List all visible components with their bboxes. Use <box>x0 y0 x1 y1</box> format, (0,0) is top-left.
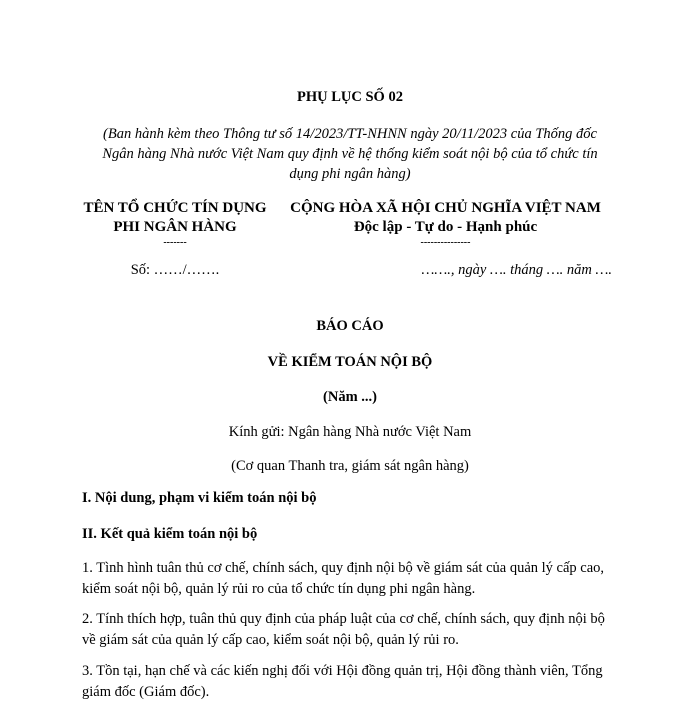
recipient-sub: (Cơ quan Thanh tra, giám sát ngân hàng) <box>231 458 469 474</box>
recipient: Kính gửi: Ngân hàng Nhà nước Việt Nam <box>228 424 472 440</box>
section-heading-1: I. Nội dung, phạm vi kiểm toán nội bộ <box>82 490 317 506</box>
report-title: BÁO CÁO <box>316 318 384 334</box>
appendix-title: PHỤ LỤC SỐ 02 <box>297 89 403 105</box>
nation-line1: CỘNG HÒA XÃ HỘI CHỦ NGHĨA VIỆT NAM <box>290 200 601 216</box>
org-dash: ------- <box>163 237 187 248</box>
report-subject: VỀ KIỂM TOÁN NỘI BỘ <box>267 354 433 370</box>
document-number: Số: ……/……. <box>130 262 220 278</box>
nation-motto: Độc lập - Tự do - Hạnh phúc <box>353 219 538 235</box>
org-name-line2: PHI NGÂN HÀNG <box>113 219 237 235</box>
paragraph-3: 3. Tồn tại, hạn chế và các kiến nghị đối với Hội đồng quản trị, Hội đồng thành viên, Tổng giám đốc (Giám đốc). <box>82 663 603 700</box>
paragraph-1: 1. Tình hình tuân thủ cơ chế, chính sách, quy định nội bộ về giám sát của quản lý cấp cao, kiểm soát nội bộ, quản lý rủi ro của tổ chức tín dụng phi ngân hàng. <box>82 560 605 597</box>
paragraph-2: 2. Tính thích hợp, tuân thủ quy định của pháp luật của cơ chế, chính sách, quy định nội bộ về giám sát của quản lý cấp cao, kiểm soát nội bộ, quản lý rủi ro. <box>82 611 605 648</box>
section-heading-2: II. Kết quả kiểm toán nội bộ <box>82 526 258 542</box>
report-year: (Năm ...) <box>323 389 377 405</box>
org-name-line1: TÊN TỔ CHỨC TÍN DỤNG <box>83 200 267 216</box>
org-block <box>70 199 280 248</box>
nation-dash: --------------- <box>420 237 471 248</box>
nation-block <box>283 199 608 248</box>
appendix-subtitle: (Ban hành kèm theo Thông tư số 14/2023/TT-NHNN ngày 20/11/2023 của Thống đốc Ngân hàng Nhà nước Việt Nam quy định về hệ thống kiểm soát nội bộ của tổ chức tín dụng phi ngân hàng) <box>102 126 598 182</box>
document-date: ……., ngày …. tháng …. năm …. <box>421 262 612 278</box>
